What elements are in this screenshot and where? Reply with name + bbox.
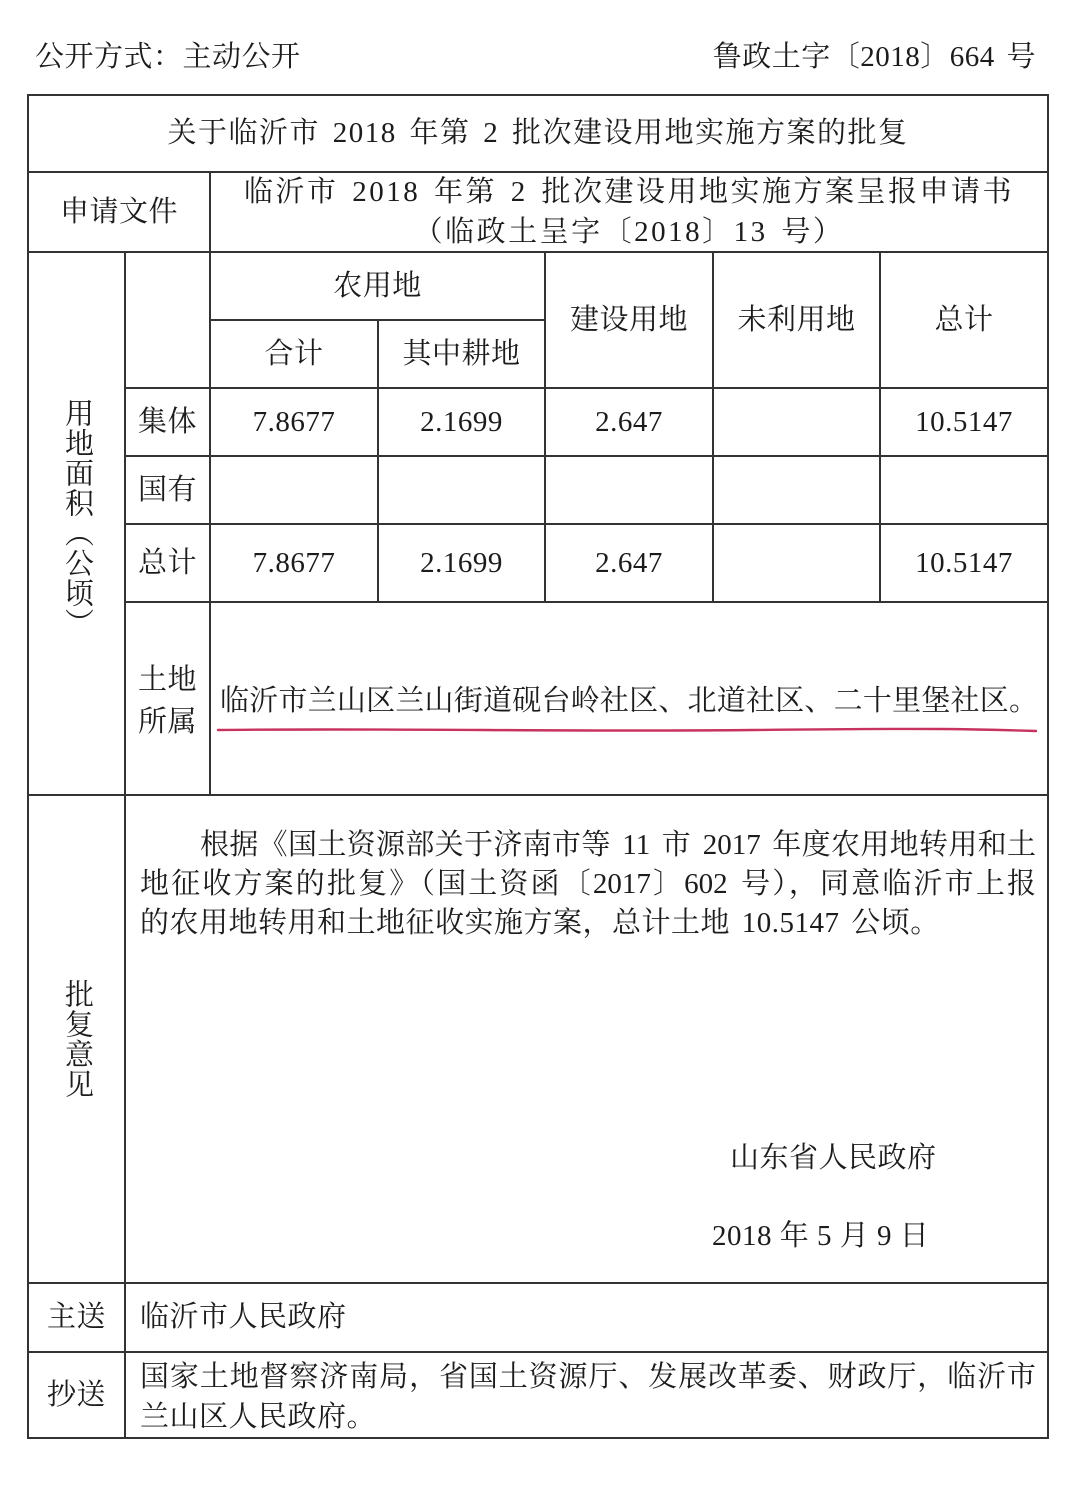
main-recipient-cell xyxy=(124,1282,1049,1353)
cc-cell xyxy=(124,1351,1049,1439)
state-unused xyxy=(712,455,881,525)
table-value: 2.1699 xyxy=(420,546,503,579)
row-label-text: 总计 xyxy=(137,546,197,579)
collective-construction xyxy=(544,387,714,457)
approval-paragraph-line: 地征收方案的批复》（国土资函〔2017〕602 号），同意临沂市上报 xyxy=(140,868,1036,900)
ownership-label-line: 土地 xyxy=(137,664,197,696)
header-agri-cultivated-text: 其中耕地 xyxy=(402,337,521,370)
table-value: 10.5147 xyxy=(915,405,1013,438)
ownership-value: 临沂市兰山区兰山街道砚台岭社区、北道社区、二十里堡社区。 xyxy=(220,684,1038,717)
header-agricultural xyxy=(209,251,546,321)
approval-opinion-label-cell xyxy=(27,794,126,1284)
land-area-label-cell xyxy=(27,251,126,796)
total-construction xyxy=(544,523,714,603)
header-agri-cultivated xyxy=(377,319,546,389)
disclosure-method: 公开方式：主动公开 xyxy=(35,41,301,73)
table-title-cell xyxy=(27,94,1049,173)
main-recipient-label-cell xyxy=(27,1282,126,1353)
cc-label-cell xyxy=(27,1351,126,1439)
application-document xyxy=(244,172,1014,252)
header-agri-subtotal xyxy=(209,319,379,389)
table-value: 2.647 xyxy=(595,405,663,438)
total-agri-cultivated xyxy=(377,523,546,603)
cc-line: 国家土地督察济南局，省国土资源厅、发展改革委、财政厅，临沂市 xyxy=(140,1361,1036,1393)
total-total xyxy=(879,523,1049,603)
state-agri-cultivated xyxy=(377,455,546,525)
main-recipient-label: 主送 xyxy=(46,1301,106,1333)
approval-paragraph xyxy=(140,826,1036,943)
header-corner-cell xyxy=(124,251,211,389)
table-value: 10.5147 xyxy=(915,546,1013,579)
header-unused xyxy=(712,251,881,389)
application-label: 申请文件 xyxy=(59,195,178,228)
underline-stroke xyxy=(218,729,1036,731)
application-number-line: （临政土呈字〔2018〕13 号） xyxy=(413,216,845,248)
table-value: 2.1699 xyxy=(420,405,503,438)
state-agri-subtotal xyxy=(209,455,379,525)
total-unused xyxy=(712,523,881,603)
ownership-label-line: 所属 xyxy=(137,706,197,738)
header-construction xyxy=(544,251,714,389)
approval-paragraph-line: 根据《国土资源部关于济南市等 11 市 2017 年度农用地转用和土 xyxy=(200,829,1036,861)
row-label-text: 集体 xyxy=(137,405,197,438)
table-value: 2.647 xyxy=(595,546,663,579)
ownership-underline xyxy=(214,722,1042,738)
row-label-state-owned xyxy=(124,455,211,525)
collective-agri-cultivated xyxy=(377,387,546,457)
approval-opinion-cell xyxy=(124,794,1049,1284)
approval-opinion-label: 批复意见 xyxy=(61,979,93,1099)
main-recipient-value: 临沂市人民政府 xyxy=(140,1301,347,1333)
collective-total xyxy=(879,387,1049,457)
application-title-line: 临沂市 2018 年第 2 批次建设用地实施方案呈报申请书 xyxy=(243,176,1014,208)
header-agri-subtotal-text: 合计 xyxy=(264,337,324,370)
issuer-name: 山东省人民政府 xyxy=(730,1142,937,1174)
row-label-total xyxy=(124,523,211,603)
issue-date: 2018 年 5 月 9 日 xyxy=(712,1220,930,1252)
application-label-cell xyxy=(27,171,211,253)
header-unused-text: 未利用地 xyxy=(737,303,856,336)
row-label-collective xyxy=(124,387,211,457)
ownership-label xyxy=(138,659,197,743)
total-agri-subtotal xyxy=(209,523,379,603)
ownership-label-cell xyxy=(124,601,211,796)
header-agricultural-text: 农用地 xyxy=(333,269,422,302)
row-label-text: 国有 xyxy=(137,473,197,506)
land-area-label: 用地面积（公顷） xyxy=(61,397,93,638)
header-construction-text: 建设用地 xyxy=(569,303,688,336)
header-total-text: 总计 xyxy=(934,303,994,336)
table-value: 7.8677 xyxy=(252,405,336,438)
ownership-cell xyxy=(209,601,1049,796)
approval-paragraph-line: 的农用地转用和土地征收实施方案，总计土地 10.5147 公顷。 xyxy=(140,907,940,939)
table-title: 关于临沂市 2018 年第 2 批次建设用地实施方案的批复 xyxy=(167,117,909,149)
header-total xyxy=(879,251,1049,389)
cc-label: 抄送 xyxy=(46,1378,106,1411)
application-document-cell xyxy=(209,171,1049,253)
state-total xyxy=(879,455,1049,525)
collective-agri-subtotal xyxy=(209,387,379,457)
document-number: 鲁政土字〔2018〕664 号 xyxy=(712,41,1036,73)
cc-line: 兰山区人民政府。 xyxy=(140,1401,377,1433)
state-construction xyxy=(544,455,714,525)
collective-unused xyxy=(712,387,881,457)
table-value: 7.8677 xyxy=(252,546,336,579)
